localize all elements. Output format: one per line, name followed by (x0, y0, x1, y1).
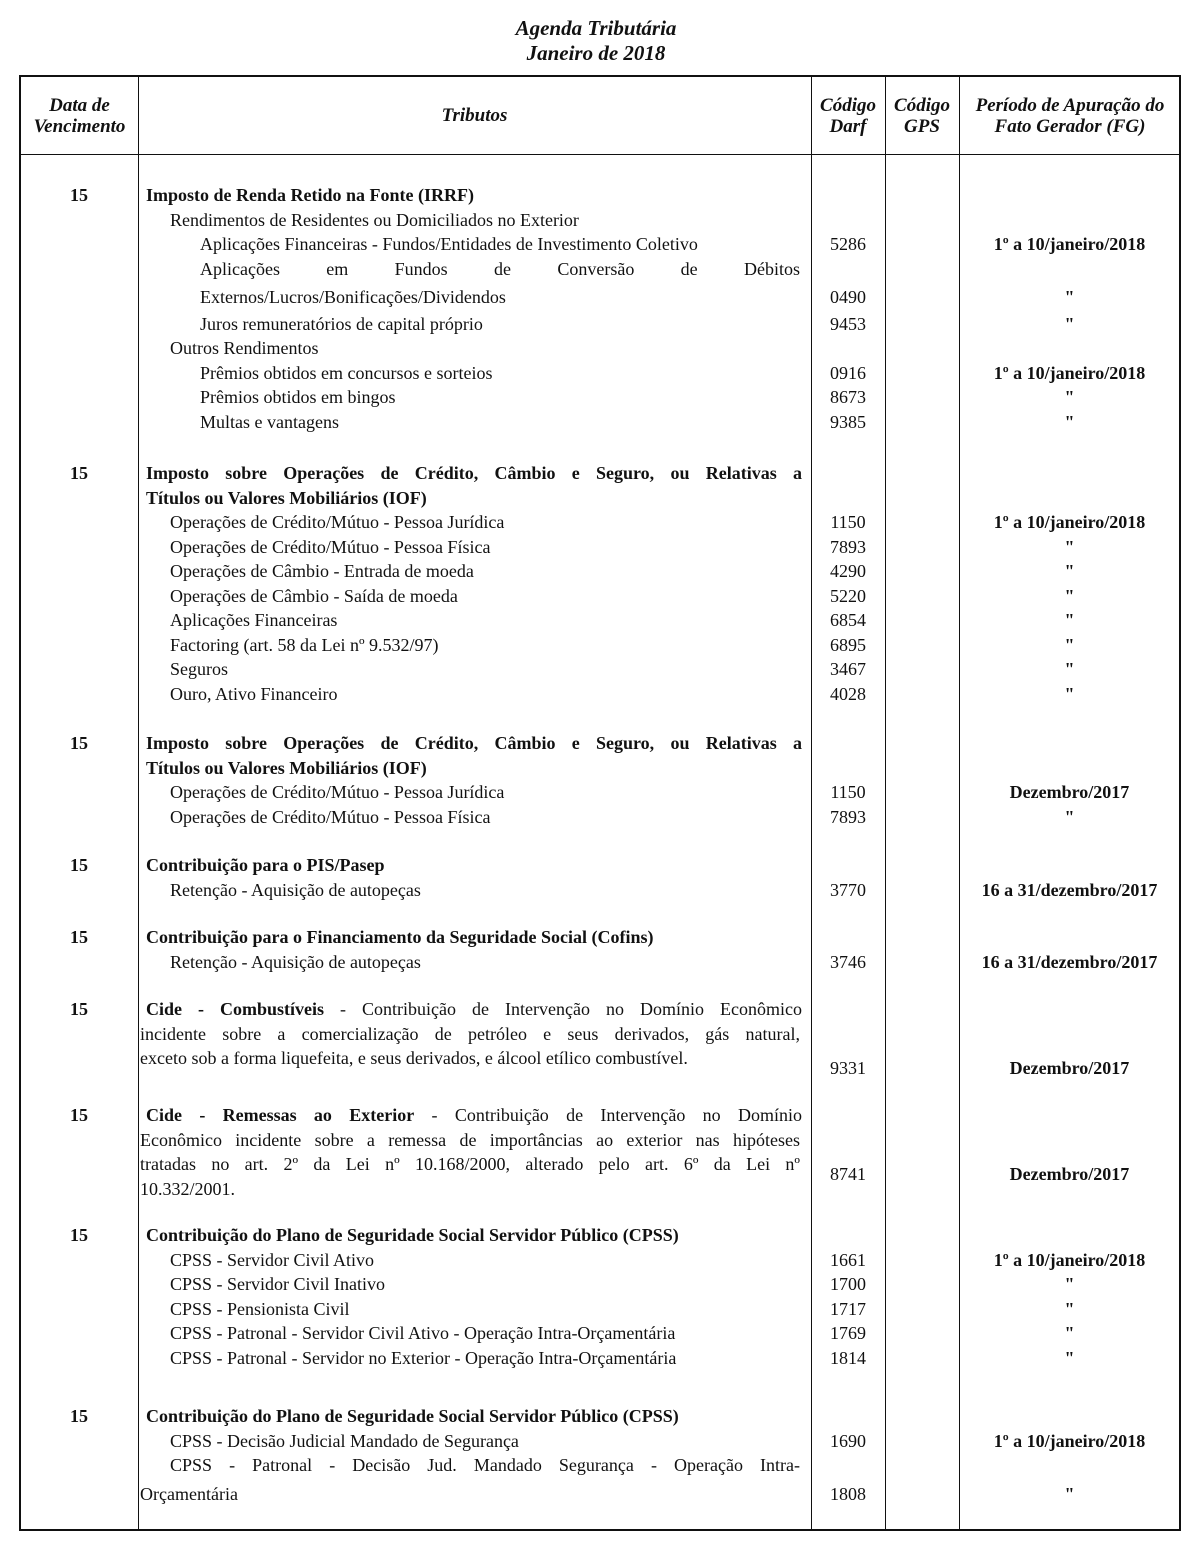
periodo-apuracao: " (1064, 287, 1075, 307)
codigo-darf: 9385 (830, 411, 866, 432)
periodo-apuracao: 16 a 31/dezembro/2017 (981, 951, 1158, 972)
tributo-text: Retenção - Aquisição de autopeças (170, 879, 421, 900)
tributo-text: exceto sob a forma liquefeita, e seus derivados, e álcool etílico combustível. (140, 1048, 688, 1068)
tributo-text: Factoring (art. 58 da Lei nº 9.532/97) (170, 634, 439, 655)
document-title: Agenda Tributária (515, 16, 677, 40)
codigo-darf: 1150 (830, 782, 866, 802)
codigo-darf: 3746 (830, 951, 866, 972)
tributo-text: CPSS - Servidor Civil Inativo (170, 1274, 386, 1294)
codigo-darf: 1808 (830, 1483, 866, 1504)
tributo-text: Imposto de Renda Retido na Fonte (IRRF) (146, 185, 474, 205)
due-date: 15 (70, 463, 88, 483)
periodo-apuracao: " (1064, 561, 1075, 581)
codigo-darf: 3770 (830, 879, 866, 900)
codigo-darf: 1690 (830, 1430, 866, 1451)
tributo-text: Seguros (170, 659, 228, 679)
due-date: 15 (70, 1225, 88, 1245)
header-codigo-gps: Código GPS (894, 94, 950, 137)
periodo-apuracao: Dezembro/2017 (1009, 1164, 1130, 1184)
tributo-text: Contribuição do Plano de Seguridade Social Servidor Público (CPSS) (146, 1406, 679, 1426)
tributo-text: Operações de Câmbio - Entrada de moeda (170, 561, 474, 581)
tributo-text: Contribuição do Plano de Seguridade Social Servidor Público (CPSS) (146, 1225, 679, 1245)
codigo-darf: 8741 (830, 1164, 866, 1184)
periodo-apuracao: " (1064, 683, 1075, 704)
periodo-apuracao: " (1064, 1483, 1075, 1504)
tributo-text: Operações de Câmbio - Saída de moeda (170, 585, 458, 606)
periodo-apuracao: 1º a 10/janeiro/2018 (993, 362, 1146, 383)
periodo-apuracao: " (1064, 536, 1075, 557)
header-periodo-apuracao: Período de Apuração do Fato Gerador (FG) (975, 94, 1165, 137)
tributo-text: Orçamentária (140, 1483, 238, 1504)
tributo-text: CPSS - Patronal - Servidor Civil Ativo - Operação Intra-Orçamentária (170, 1323, 676, 1343)
tributo-text: Juros remuneratórios de capital próprio (200, 313, 483, 334)
tributo-text: Aplicações Financeiras - Fundos/Entidades de Investimento Coletivo (200, 234, 698, 254)
codigo-darf: 9453 (830, 313, 866, 334)
tributo-text: Imposto sobre Operações de Crédito, Câmbio e Seguro, ou Relativas a (146, 463, 802, 483)
tributo-text: Operações de Crédito/Mútuo - Pessoa Jurídica (170, 512, 505, 532)
tributo-text: Contribuição para o PIS/Pasep (146, 855, 385, 875)
periodo-apuracao: " (1064, 313, 1075, 334)
tributo-text: Cide - Remessas ao Exterior - Contribuição de Intervenção no Domínio (146, 1105, 802, 1125)
tributo-text: Aplicações em Fundos de Conversão de Débitos (200, 258, 800, 279)
tributo-text: Rendimentos de Residentes ou Domiciliados no Exterior (170, 209, 579, 230)
codigo-darf: 5286 (830, 234, 866, 254)
tributo-text: Prêmios obtidos em bingos (200, 387, 396, 407)
periodo-apuracao: " (1064, 1298, 1075, 1319)
tributo-text: CPSS - Patronal - Servidor no Exterior - Operação Intra-Orçamentária (170, 1347, 677, 1368)
tributo-text: Retenção - Aquisição de autopeças (170, 951, 421, 972)
periodo-apuracao: " (1064, 1323, 1075, 1343)
tributo-text: CPSS - Patronal - Decisão Jud. Mandado Segurança - Operação Intra- (170, 1455, 800, 1475)
header-divider (21, 154, 1179, 155)
periodo-apuracao: 1º a 10/janeiro/2018 (993, 234, 1146, 254)
tributo-text: Cide - Combustíveis - Contribuição de Intervenção no Domínio Econômico (146, 999, 802, 1019)
due-date: 15 (70, 1105, 88, 1125)
tributo-text: Operações de Crédito/Mútuo - Pessoa Física (170, 536, 491, 557)
periodo-apuracao: 16 a 31/dezembro/2017 (981, 879, 1158, 900)
codigo-darf: 1700 (830, 1274, 866, 1294)
codigo-darf: 3467 (830, 659, 866, 679)
tributo-text: 10.332/2001. (140, 1178, 236, 1199)
tributo-text: Operações de Crédito/Mútuo - Pessoa Física (170, 806, 491, 827)
codigo-darf: 0490 (830, 287, 866, 307)
periodo-apuracao: 1º a 10/janeiro/2018 (993, 512, 1146, 532)
periodo-apuracao: " (1064, 585, 1075, 606)
periodo-apuracao: Dezembro/2017 (1009, 782, 1130, 802)
periodo-apuracao: 1º a 10/janeiro/2018 (993, 1249, 1146, 1270)
tributo-text: CPSS - Pensionista Civil (170, 1298, 350, 1319)
column-divider (885, 77, 886, 1529)
due-date: 15 (70, 733, 88, 753)
periodo-apuracao: " (1064, 806, 1075, 827)
tributo-text: Outros Rendimentos (170, 338, 319, 358)
tributo-text: Contribuição para o Financiamento da Seguridade Social (Cofins) (146, 927, 654, 947)
tributo-text: Operações de Crédito/Mútuo - Pessoa Jurídica (170, 782, 505, 802)
tributo-text: Externos/Lucros/Bonificações/Dividendos (200, 287, 506, 307)
due-date: 15 (70, 185, 88, 205)
column-divider (138, 77, 139, 1529)
tributo-text: incidente sobre a comercialização de petróleo e seus derivados, gás natural, (140, 1023, 800, 1044)
codigo-darf: 1717 (830, 1298, 866, 1319)
header-codigo-darf: Código Darf (820, 94, 876, 137)
tributo-text: Ouro, Ativo Financeiro (170, 683, 338, 704)
periodo-apuracao: " (1064, 411, 1075, 432)
periodo-apuracao: " (1064, 610, 1075, 630)
due-date: 15 (70, 1406, 88, 1426)
codigo-darf: 7893 (830, 806, 866, 827)
periodo-apuracao: " (1064, 659, 1075, 679)
codigo-darf: 4290 (830, 561, 866, 581)
codigo-darf: 7893 (830, 536, 866, 557)
codigo-darf: 4028 (830, 683, 866, 704)
periodo-apuracao: Dezembro/2017 (1009, 1058, 1130, 1078)
tributo-text: Imposto sobre Operações de Crédito, Câmbio e Seguro, ou Relativas a (146, 733, 802, 753)
due-date: 15 (70, 999, 88, 1019)
header-tributos: Tributos (441, 105, 508, 126)
codigo-darf: 6895 (830, 634, 866, 655)
tributo-text: Econômico incidente sobre a remessa de importâncias ao exterior nas hipóteses (140, 1129, 800, 1150)
codigo-darf: 5220 (830, 585, 866, 606)
periodo-apuracao: " (1064, 1347, 1075, 1368)
codigo-darf: 1769 (830, 1323, 866, 1343)
document-subtitle: Janeiro de 2018 (526, 41, 666, 65)
codigo-darf: 9331 (830, 1058, 866, 1078)
codigo-darf: 1814 (830, 1347, 866, 1368)
codigo-darf: 8673 (830, 387, 866, 407)
tributo-text: Títulos ou Valores Mobiliários (IOF) (146, 487, 427, 508)
document-title-block (0, 16, 1192, 66)
due-date: 15 (70, 927, 88, 947)
periodo-apuracao: " (1064, 387, 1075, 407)
codigo-darf: 0916 (830, 362, 866, 383)
tributo-text: Aplicações Financeiras (170, 610, 338, 630)
header-data-vencimento: Data de Vencimento (33, 94, 126, 137)
periodo-apuracao: 1º a 10/janeiro/2018 (993, 1430, 1146, 1451)
tributo-text: Títulos ou Valores Mobiliários (IOF) (146, 757, 427, 778)
tributo-text: CPSS - Servidor Civil Ativo (170, 1249, 375, 1270)
periodo-apuracao: " (1064, 1274, 1075, 1294)
codigo-darf: 6854 (830, 610, 866, 630)
tributo-text: Multas e vantagens (200, 411, 339, 432)
tributo-text: CPSS - Decisão Judicial Mandado de Segurança (170, 1430, 519, 1451)
periodo-apuracao: " (1064, 634, 1075, 655)
codigo-darf: 1150 (830, 512, 866, 532)
codigo-darf: 1661 (830, 1249, 866, 1270)
tributo-text: Prêmios obtidos em concursos e sorteios (200, 362, 493, 383)
tributo-text: tratadas no art. 2º da Lei nº 10.168/2000, alterado pelo art. 6º da Lei nº (140, 1154, 800, 1174)
due-date: 15 (70, 855, 88, 875)
